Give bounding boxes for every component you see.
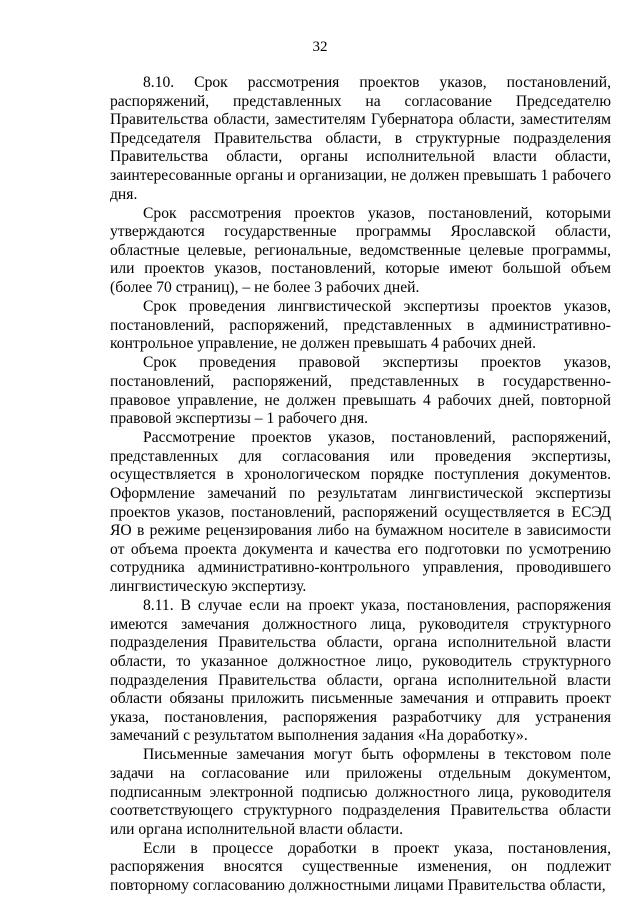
paragraph-program-review-term: Срок рассмотрения проектов указов, постановлений, которыми утверждаются государственные программы Ярославской области, областные целевые, региональные, ведомственные целевые программы, или проектов указов, постановлений, которые имеют большой объем (более 70 страниц), – не более 3 рабочих дней. — [110, 204, 611, 297]
paragraph-linguistic-expertise-term: Срок проведения лингвистической экспертизы проектов указов, постановлений, распоряжений, представленных в административно-контрольное управление, не должен превышать 4 рабочих дней. — [110, 298, 611, 353]
paragraph-8-11: 8.11. В случае если на проект указа, постановления, распоряжения имеются замечания должностного лица, руководителя структурного подразделения Правительства области, органа исполнительной власти области, то указанное должностное лицо, руководитель структурного подразделения Правительства области, органа исполнительной власти области обязаны приложить письменные замечания и отправить проект указа, постановления, распоряжения разработчику для устранения замечаний с результатом выполнения задания «На доработку». — [110, 597, 611, 745]
paragraph-rework-changes: Если в процессе доработки в проект указа, постановления, распоряжения вносятся существенные изменения, он подлежит повторному согласованию должностными лицами Правительства области, — [110, 839, 611, 895]
document-body — [110, 74, 611, 896]
page-number: 32 — [312, 39, 328, 55]
paragraph-legal-expertise-term: Срок проведения правовой экспертизы проектов указов, постановлений, распоряжений, представленных в государственно-правовое управление, не должен превышать 4 рабочих дней, повторной правовой экспертизы – 1 рабочего дня. — [110, 354, 611, 428]
paragraph-8-10: 8.10. Срок рассмотрения проектов указов, постановлений, распоряжений, представленных на согласование Председателю Правительства области, заместителям Губернатора области, заместителям Председателя Правительства области, в структурные подразделения Правительства области, органы исполнительной власти области, заинтересованные органы и организации, не должен превышать 1 рабочего дня. — [110, 74, 611, 203]
paragraph-review-order: Рассмотрение проектов указов, постановлений, распоряжений, представленных для согласования или проведения экспертизы, осуществляется в хронологическом порядке поступления документов. Оформление замечаний по результатам лингвистической экспертизы проектов указов, постановлений, распоряжений осуществляется в ЕСЭД ЯО в режиме рецензирования либо на бумажном носителе в зависимости от объема проекта документа и качества его подготовки по усмотрению сотрудника административно-контрольного управления, проводившего лингвистическую экспертизу. — [110, 429, 611, 596]
paragraph-written-remarks: Письменные замечания могут быть оформлены в текстовом поле задачи на согласование или приложены отдельным документом, подписанным электронной подписью должностного лица, руководителя соответствующего структурного подразделения Правительства области или органа исполнительной власти области. — [110, 746, 611, 838]
